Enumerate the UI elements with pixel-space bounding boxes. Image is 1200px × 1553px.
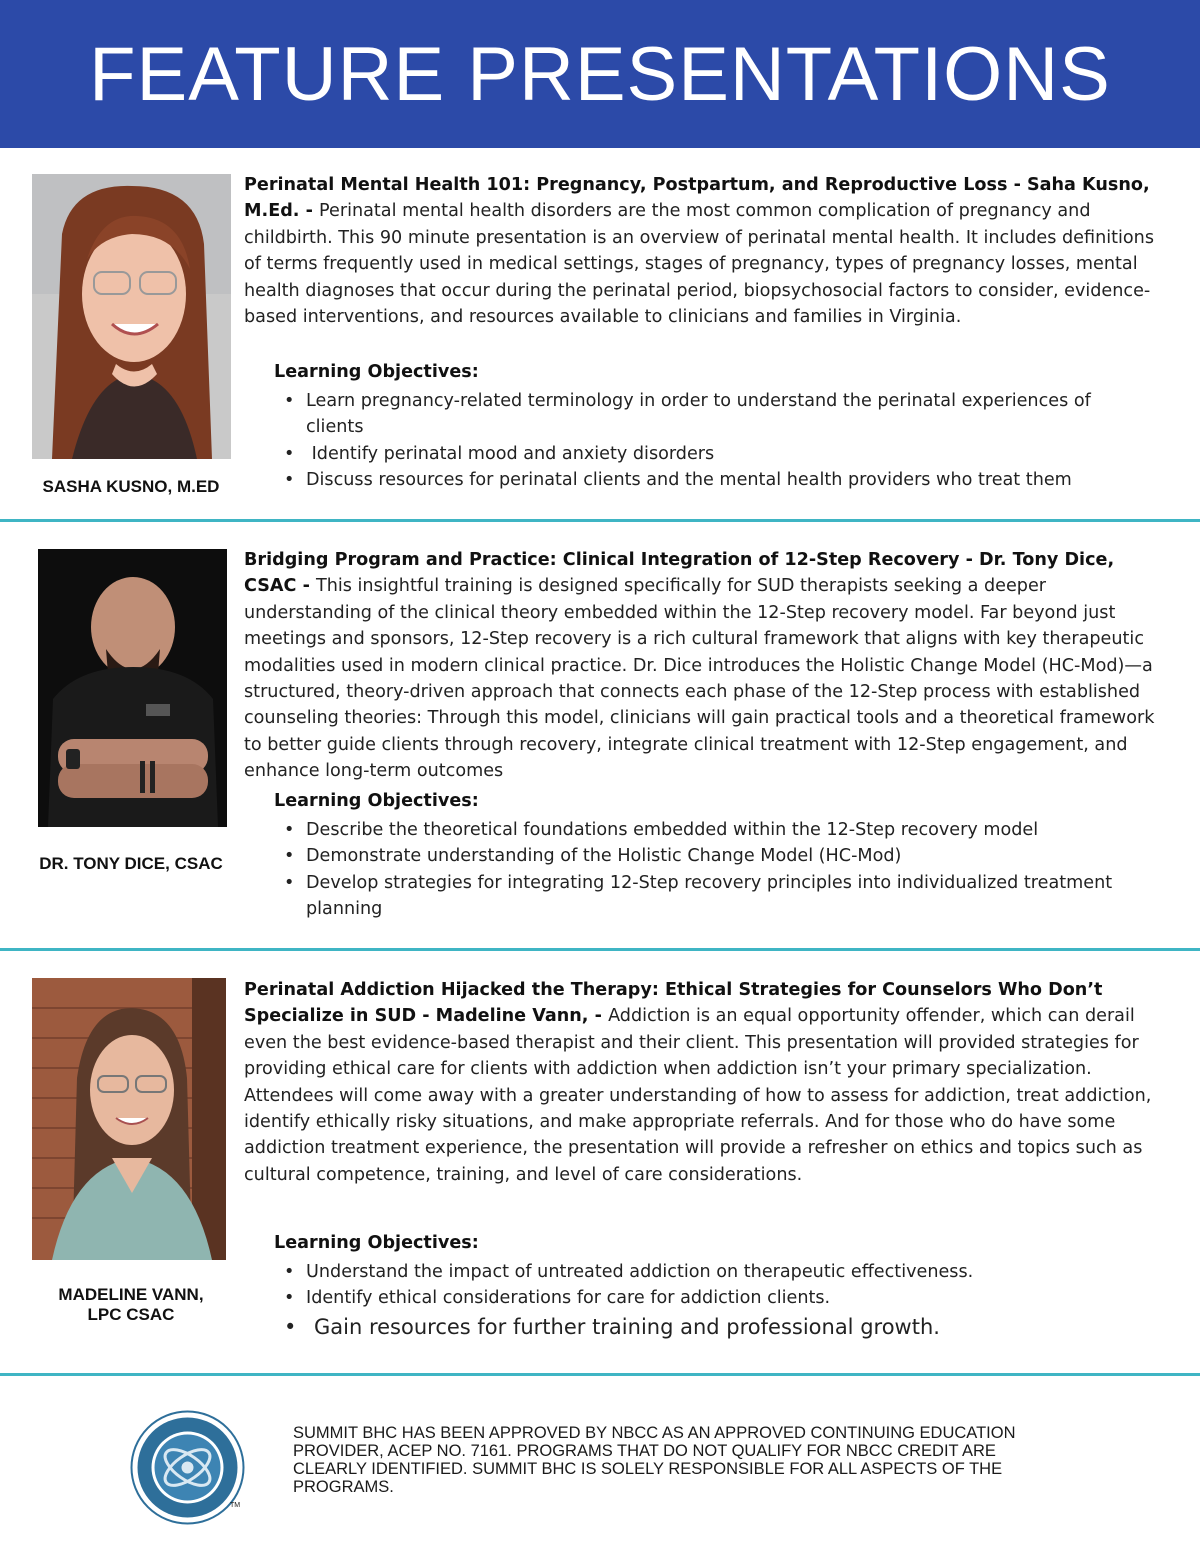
presentation-title: Perinatal Addiction Hijacked the Therapy: Ethical Strategies for Counselors Who Don’t Specialize in SUD - Madeline Vann, - (244, 980, 1103, 1027)
objective-item: • Identify ethical considerations for care for addiction clients. (284, 1288, 831, 1309)
presentation-title: Bridging Program and Practice: Clinical Integration of 12-Step Recovery - Dr. Tony Dice, CSAC - (244, 550, 1115, 597)
presentation-body (244, 172, 1164, 330)
speaker-name (26, 854, 236, 874)
objective-item: • Develop strategies for integrating 12-Step recovery principles into individualized treatment planning (284, 872, 1113, 920)
objectives-heading: Learning Objectives: (274, 1233, 479, 1253)
objectives-heading: Learning Objectives: (274, 362, 479, 382)
presentation-body (244, 547, 1164, 785)
accreditation-statement: SUMMIT BHC HAS BEEN APPROVED BY NBCC AS AN APPROVED CONTINUING EDUCATION PROVIDER, ACEP NO. 7161. PROGRAMS THAT DO NOT QUALIFY FOR NBCC CREDIT ARE CLEARLY IDENTIFIED. SUMMIT BHC IS SOLELY RESPONSIBLE FOR ALL ASPECTS OF THE PROGRAMS. (293, 1424, 1016, 1496)
objective-item: • Describe the theoretical foundations embedded within the 12-Step recovery model (284, 820, 1039, 840)
objective-item: • Learn pregnancy-related terminology in order to understand the perinatal experiences of clients (284, 391, 1091, 438)
speaker-name-line: DR. TONY DICE, CSAC (39, 854, 223, 873)
objectives-list (284, 817, 1144, 923)
speaker-name-line: SASHA KUSNO, M.ED (42, 477, 220, 496)
speaker-name (26, 477, 236, 497)
page-title: FEATURE PRESENTATIONS (89, 31, 1111, 117)
objective-item: • Identify perinatal mood and anxiety disorders (284, 443, 715, 464)
presentation-title: Perinatal Mental Health 101: Pregnancy, Postpartum, and Reproductive Loss - Saha Kusno, M.Ed. - (244, 175, 1150, 222)
objectives-list (284, 388, 1144, 494)
speaker-photo-sasha-kusno (32, 174, 231, 459)
section-divider (0, 948, 1200, 951)
objective-item: • Gain resources for further training and professional growth. (284, 1314, 940, 1339)
objective-item: • Demonstrate understanding of the Holistic Change Model (HC-Mod) (284, 846, 902, 867)
presentation-description: Addiction is an equal opportunity offender, which can derail even the best evidence-based therapist and their client. This presentation will provided strategies for providing ethical care for clients with addiction when addiction isn’t your primary specialization. Attendees will come away with a greater understanding of how to assess for addiction, treat addiction, identify ethically risky situations, and make appropriate referrals. And for those who do have some addiction treatment experience, the presentation will provide a refresher on ethics and topics such as cultural competence, training, and level of care considerations. (244, 1006, 1152, 1185)
section-divider (0, 519, 1200, 522)
nbcc-seal-logo (130, 1410, 245, 1525)
objectives-heading: Learning Objectives: (274, 791, 479, 811)
section-divider (0, 1373, 1200, 1376)
presentation-body (244, 977, 1164, 1188)
page-header (0, 0, 1200, 148)
speaker-name-line: LPC CSAC (87, 1305, 175, 1324)
objective-item: • Understand the impact of untreated addiction on therapeutic effectiveness. (284, 1262, 974, 1282)
trademark-mark: TM (230, 1502, 241, 1509)
objectives-list (284, 1259, 1144, 1342)
speaker-photo-tony-dice (38, 549, 227, 827)
speaker-name (26, 1285, 236, 1325)
speaker-name-line: MADELINE VANN, (58, 1285, 204, 1304)
presentation-description: This insightful training is designed specifically for SUD therapists seeking a deeper understanding of the clinical theory embedded within the 12-Step recovery model. Far beyond just meetings and sponsors, 12-Step recovery is a rich cultural framework that aligns with key therapeutic modalities used in modern clinical practice. Dr. Dice introduces the Holistic Change Model (HC-Mod)—a structured, theory-driven approach that connects each phase of the 12-Step process with established counseling theories: Through this model, clinicians will gain practical tools and a theoretical framework to better guide clients through recovery, integrate clinical treatment with 12-Step engagement, and enhance long-term outcomes (244, 576, 1155, 782)
speaker-photo-madeline-vann (32, 978, 226, 1260)
objective-item: • Discuss resources for perinatal clients and the mental health providers who treat them (284, 470, 1072, 491)
presentation-description: Perinatal mental health disorders are the most common complication of pregnancy and childbirth. This 90 minute presentation is an overview of perinatal mental health. It includes definitions of terms frequently used in medical settings, stages of pregnancy, types of pregnancy losses, mental health diagnoses that occur during the perinatal period, biopsychosocial factors to consider, evidence-based interventions, and resources available to clinicians and families in Virginia. (244, 201, 1154, 328)
